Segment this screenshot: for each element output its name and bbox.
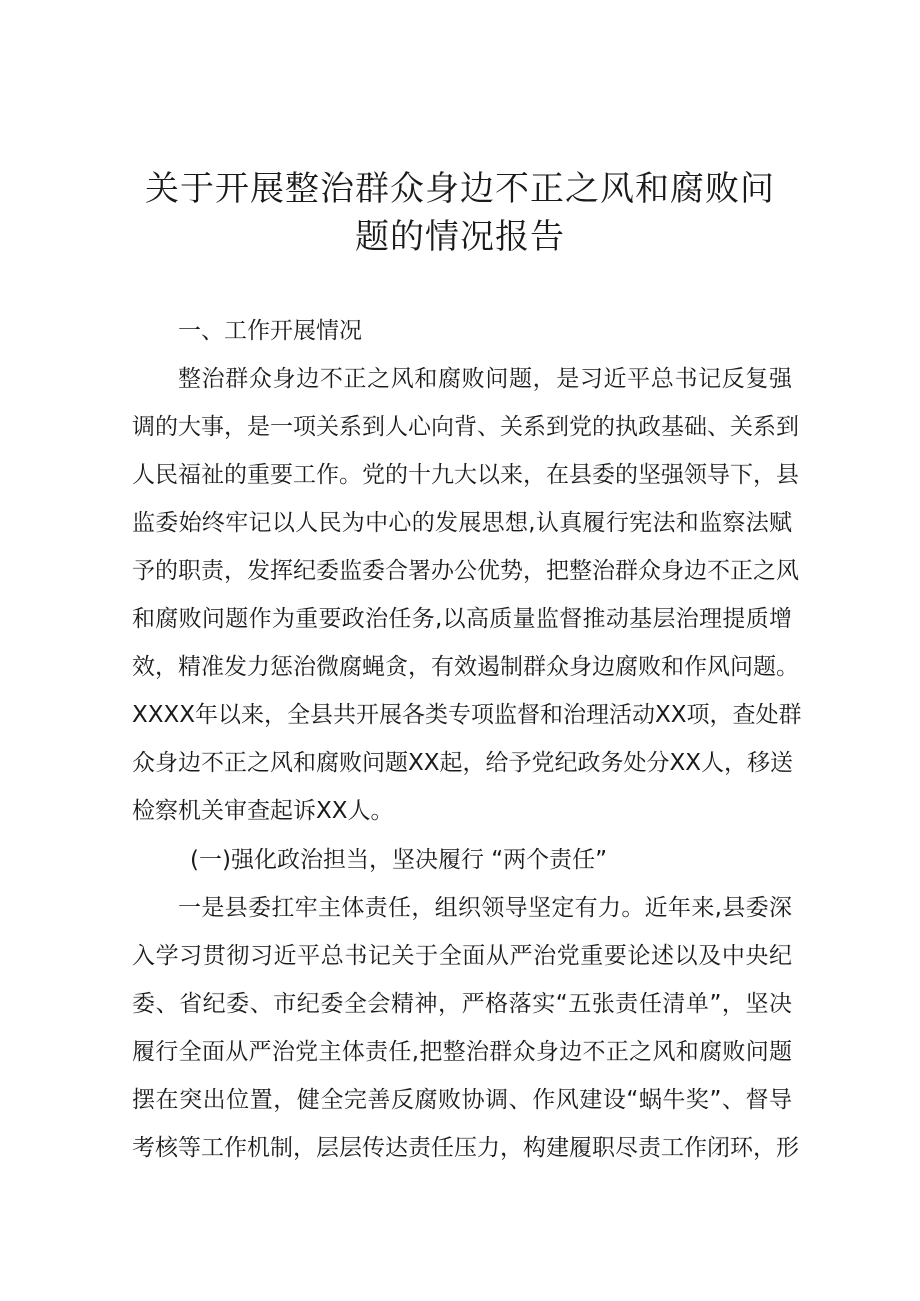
document-title-line-1: 关于开展整治群众身边不正之风和腐败问: [145, 169, 775, 209]
paragraph-line: 检察机关审查起诉XX人。: [132, 798, 394, 824]
document-title-line-2: 题的情况报告: [355, 217, 565, 257]
paragraph-line: 予的职责，发挥纪委监委合署办公优势，把整治群众身边不正之风: [132, 558, 799, 584]
paragraph-line: 监委始终牢记以人民为中心的发展思想,认真履行宪法和监察法赋: [132, 510, 792, 536]
paragraph-line: 整治群众身边不正之风和腐败问题，是习近平总书记反复强: [178, 366, 792, 392]
paragraph-line: 摆在突出位置，健全完善反腐败协调、作风建设“蜗牛奖”、督导: [132, 1087, 792, 1113]
paragraph-line: 一是县委扛牢主体责任，组织领导坚定有力。近年来,县委深: [178, 895, 792, 921]
paragraph-line: 众身边不正之风和腐败问题XX起，给予党纪政务处分XX人，移送: [132, 750, 794, 776]
subsection-heading-responsibility: (一)强化政治担当，坚决履行 “两个责任”: [190, 847, 608, 873]
section-heading-work-status: 一、工作开展情况: [178, 318, 362, 344]
paragraph-line: 人民福祉的重要工作。党的十九大以来，在县委的坚强领导下，县: [132, 462, 799, 488]
paragraph-line: 履行全面从严治党主体责任,把整治群众身边不正之风和腐败问题: [132, 1039, 792, 1065]
paragraph-line: 效，精准发力惩治微腐蝇贪，有效遏制群众身边腐败和作风问题。: [132, 654, 799, 680]
paragraph-line: 委、省纪委、市纪委全会精神，严格落实“五张责任清单”，坚决: [132, 991, 792, 1017]
paragraph-line: XXXX年以来，全县共开展各类专项监督和治理活动XX项，查处群: [132, 702, 802, 728]
paragraph-line: 和腐败问题作为重要政治任务,以高质量监督推动基层治理提质增: [132, 606, 792, 632]
paragraph-line: 入学习贯彻习近平总书记关于全面从严治党重要论述以及中央纪: [132, 943, 792, 969]
paragraph-line: 调的大事，是一项关系到人心向背、关系到党的执政基础、关系到: [132, 414, 799, 440]
paragraph-line: 考核等工作机制，层层传达责任压力，构建履职尽责工作闭环，形: [132, 1135, 799, 1161]
